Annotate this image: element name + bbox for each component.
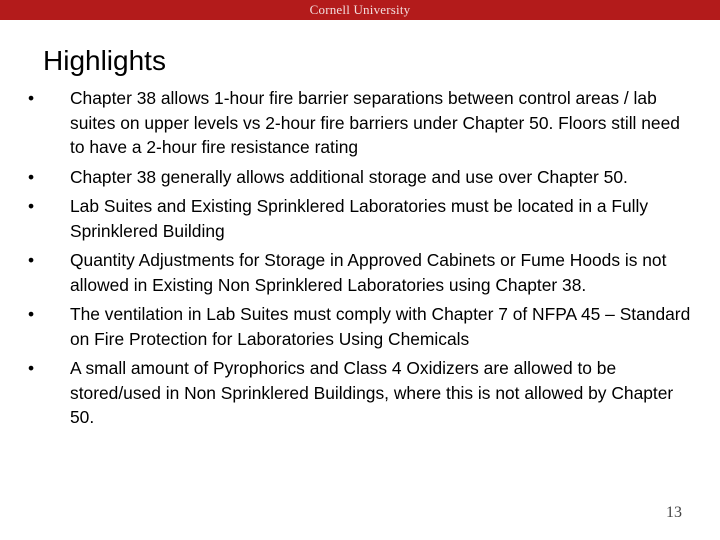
bullet-text: Lab Suites and Existing Sprinklered Laboratories must be located in a Fully Sprinklered Building <box>70 196 649 241</box>
bullet-item <box>26 194 696 243</box>
bullet-item <box>26 86 696 160</box>
bullet-text: Chapter 38 generally allows additional storage and use over Chapter 50. <box>70 166 628 187</box>
page-number: 13 <box>666 504 682 521</box>
bullet-text: The ventilation in Lab Suites must comply with Chapter 7 of NFPA 45 – Standard on Fire Protection for Laboratories Using Chemicals <box>70 304 691 349</box>
bullet-text: A small amount of Pyrophorics and Class 4 Oxidizers are allowed to be stored/used in Non Sprinklered Buildings, where this is not allowed by Chapter 50. <box>70 358 674 427</box>
bullet-item <box>26 248 696 297</box>
bullet-text: Chapter 38 allows 1-hour fire barrier separations between control areas / lab suites on upper levels vs 2-hour fire barriers under Chapter 50. Floors still need to have a 2-hour fire resistance rating <box>70 88 680 157</box>
bullet-item <box>26 302 696 351</box>
bullet-text: Quantity Adjustments for Storage in Approved Cabinets or Fume Hoods is not allowed in Existing Non Sprinklered Laboratories using Chapter 38. <box>70 250 667 295</box>
slide-title: Highlights <box>43 45 166 76</box>
bullet-list <box>26 86 696 435</box>
cornell-university-logo: Cornell University <box>309 2 411 17</box>
bullet-icon: • <box>28 358 35 378</box>
bullet-icon: • <box>28 196 35 216</box>
bullet-icon: • <box>28 166 35 187</box>
bullet-icon: • <box>28 88 35 108</box>
bullet-icon: • <box>28 304 35 324</box>
bullet-item <box>26 356 696 430</box>
bullet-item <box>26 165 696 190</box>
bullet-icon: • <box>28 250 35 270</box>
header-bar <box>0 0 720 20</box>
